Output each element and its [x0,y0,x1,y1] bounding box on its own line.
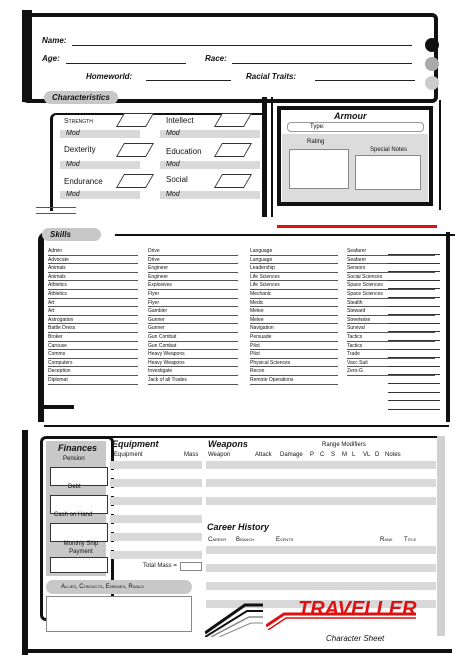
armour-type-field[interactable] [287,122,424,132]
social-mod-label: Mod [166,191,180,198]
skill-item[interactable]: Stealth [347,299,435,308]
skill-item[interactable]: Remote Operations [250,376,338,385]
skill-item[interactable]: Gambler [148,307,238,316]
armour-special-notes-box[interactable] [355,155,421,190]
education-mod-label: Mod [166,161,180,168]
skill-item[interactable]: Life Sciences [250,281,338,290]
skill-item[interactable]: Astrogation [48,316,138,325]
skill-item[interactable]: Gun Combat [148,333,238,342]
decor-stripes [36,207,76,214]
allies-field[interactable] [46,596,192,632]
skill-item[interactable]: Trade [347,350,435,359]
age-field[interactable] [66,63,186,64]
skill-blank-line[interactable] [388,392,440,393]
equipment-row[interactable] [110,470,202,478]
homeworld-label: Homeworld: [86,72,133,81]
skill-blank-line[interactable] [388,340,440,341]
skill-blank-line[interactable] [388,400,440,401]
race-field[interactable] [232,63,412,64]
skill-item[interactable]: Investigate [148,367,238,376]
weapons-col-header: C [320,452,325,458]
skill-item[interactable]: Computers [48,359,138,368]
strength-label: Strength [64,118,93,125]
skill-item[interactable]: Athletics [48,281,138,290]
characteristics-title: Characteristics [44,91,118,104]
skill-blank-line[interactable] [388,357,440,358]
skill-item[interactable]: Steward [347,307,435,316]
racial-traits-label: Racial Traits: [246,72,297,81]
age-label: Age: [42,54,60,63]
skill-item[interactable]: Carouse [48,342,138,351]
skill-item[interactable]: Life Sciences [250,273,338,282]
equipment-row[interactable] [110,524,202,532]
bottom-frame [22,649,452,653]
skill-item[interactable]: Survival [347,324,435,333]
decor-bar-1 [262,97,267,217]
name-field[interactable] [72,45,412,46]
equipment-row[interactable] [110,515,202,523]
weapon-row[interactable] [206,497,436,505]
skill-blank-line[interactable] [388,366,440,367]
weapon-row[interactable] [206,488,436,496]
skill-item[interactable]: Vacc Suit [347,359,435,368]
skill-item[interactable]: Physical Sciences [250,359,338,368]
range-modifiers-label: Range Modifiers [322,442,366,448]
skill-blank-line[interactable] [388,374,440,375]
mass-col-label: Mass [184,452,199,458]
armour-title: Armour [334,111,367,121]
skill-item[interactable]: Tactics [347,342,435,351]
top-frame-accent [22,10,32,102]
skill-item[interactable]: Drive [148,247,238,256]
skill-item[interactable]: Engineer [148,264,238,273]
education-label: Education [166,147,202,156]
armour-special-notes-label: Special Notes [370,147,408,153]
equipment-row[interactable] [110,461,202,469]
skill-item[interactable]: Deception [48,367,138,376]
intellect-label: Intellect [166,116,194,125]
skill-item[interactable]: Pilot [250,350,338,359]
skill-item[interactable]: Animals [48,273,138,282]
endurance-mod-label: Mod [66,191,80,198]
skill-item[interactable]: Heavy Weapons [148,359,238,368]
skill-item[interactable]: Social Sciences [347,273,435,282]
decor-right-bar [439,100,441,210]
racial-traits-field[interactable] [315,80,415,81]
finances-left-bar [22,430,28,655]
skill-blank-line[interactable] [388,306,440,307]
skill-item[interactable]: Gun Combat [148,342,238,351]
decor-red-line [277,225,437,228]
skill-item[interactable]: Heavy Weapons [148,350,238,359]
skills-title: Skills [42,228,101,241]
skill-item[interactable]: Melee [250,316,338,325]
skill-blank-line[interactable] [388,297,440,298]
decor-black-line [115,234,455,236]
skill-blank-line[interactable] [388,280,440,281]
skill-item[interactable]: Streetwise [347,316,435,325]
skill-item[interactable]: Admin [48,247,138,256]
equipment-row[interactable] [110,479,202,487]
pension-label: Pension [63,456,85,462]
monthly-ship-payment-label: Monthly Ship Payment [63,541,99,555]
skill-item[interactable]: Comms [48,350,138,359]
skill-item[interactable]: Tactics [347,333,435,342]
skill-item[interactable]: Melee [250,307,338,316]
skill-blank-line[interactable] [388,288,440,289]
career-row[interactable] [206,582,436,590]
skill-blank-line[interactable] [388,271,440,272]
logo-text: TRAVELLER [298,598,417,620]
weapons-col-header: Damage [280,452,303,458]
dexterity-mod-label: Mod [66,161,80,168]
weapons-col-header: M [342,452,347,458]
homeworld-field[interactable] [146,80,231,81]
armour-type-label: Type: [310,124,325,130]
skill-item[interactable]: Broker [48,333,138,342]
branding-swoosh [205,603,263,637]
name-label: Name: [42,36,67,45]
skill-item[interactable]: Persuade [250,333,338,342]
skill-item[interactable]: Flyer [148,299,238,308]
skill-item[interactable]: Advocate [48,256,138,265]
equipment-row[interactable] [110,533,202,541]
career-row[interactable] [206,573,436,581]
skill-item[interactable]: Language [250,256,338,265]
monthly-ship-payment-field[interactable] [50,557,108,573]
skill-item[interactable]: Leadership [250,264,338,273]
weapons-col-header: Attack [255,452,272,458]
weapons-col-header: P [310,452,315,458]
equipment-row[interactable] [110,506,202,514]
skill-item[interactable]: Flyer [148,290,238,299]
weapon-row[interactable] [206,470,436,478]
weapons-col-header: L [352,452,356,458]
skill-blank-line[interactable] [388,323,440,324]
skill-item[interactable]: Art [48,299,138,308]
skill-item[interactable]: Diplomat [48,376,138,385]
endurance-label: Endurance [64,177,103,186]
skill-item[interactable]: Mechanic [250,290,338,299]
skills-bottom-line [44,425,449,427]
debt-label: Debt [68,484,81,490]
skill-item[interactable]: Battle Dress [48,324,138,333]
career-col-header: Branch [236,537,255,543]
weapon-row[interactable] [206,479,436,487]
decor-circle-gray [425,57,439,71]
weapons-col-header: S [331,452,336,458]
race-label: Race: [205,54,227,63]
equipment-row[interactable] [110,497,202,505]
skill-item[interactable]: Drive [148,256,238,265]
skill-item[interactable]: Jack of all Trades [148,376,238,385]
skill-item[interactable]: Seafarer [347,247,435,256]
skill-item[interactable]: Medic [250,299,338,308]
skills-right-frame [446,232,450,422]
equipment-row[interactable] [110,542,202,550]
weapons-col-header: VL [363,452,371,458]
weapons-col-header: D [375,452,380,458]
decor-circle-lightgray [425,76,439,90]
weapons-col-header: Weapon [208,452,231,458]
equipment-row[interactable] [110,551,202,559]
skill-blank-line[interactable] [388,349,440,350]
weapons-title: Weapons [208,439,248,449]
skill-item[interactable]: Recon [250,367,338,376]
career-row[interactable] [206,564,436,572]
skill-item[interactable]: Art [48,307,138,316]
skill-item[interactable]: Gunner [148,316,238,325]
total-mass-field[interactable] [180,562,202,571]
cash-label: Cash on Hand [54,512,93,518]
armour-rating-box[interactable] [289,149,349,189]
skill-item[interactable]: Gunner [148,324,238,333]
career-row[interactable] [206,555,436,563]
career-row[interactable] [206,546,436,554]
intellect-mod-label: Mod [166,130,180,137]
dexterity-label: Dexterity [64,145,96,154]
skill-item[interactable]: Explosives [148,281,238,290]
skill-blank-line[interactable] [388,331,440,332]
skill-item[interactable]: Space Sciences [347,281,435,290]
equipment-col-label: Equipment [114,452,143,458]
skill-item[interactable]: Athletics [48,290,138,299]
strength-mod-label: Mod [66,130,80,137]
weapon-row[interactable] [206,461,436,469]
skills-bottom-bar [44,405,74,409]
skill-item[interactable]: Animals [48,264,138,273]
allies-label: Allies, Contacts, Enemies, Rivals [61,584,144,590]
career-col-header: Events [276,537,294,543]
career-history-title: Career History [207,522,270,532]
skill-blank-line[interactable] [388,254,440,255]
skill-item[interactable]: Engineer [148,273,238,282]
skill-item[interactable]: Zero-G [347,367,435,376]
total-mass-label: Total Mass = [143,563,177,569]
decor-circle-black [425,38,439,52]
armour-rating-label: Rating [307,139,325,145]
skill-item[interactable]: Seafarer [347,256,435,265]
top-frame [22,13,438,103]
skill-item[interactable]: Sensors [347,264,435,273]
skill-blank-line[interactable] [388,314,440,315]
weapons-col-header: Notes [385,452,401,458]
career-col-header: Rank [380,537,393,543]
skill-blank-line[interactable] [388,409,440,410]
skill-item[interactable]: Pilot [250,342,338,351]
decor-bar-2 [271,97,273,217]
logo-subtitle: Character Sheet [326,634,385,643]
skill-blank-line[interactable] [388,383,440,384]
skill-blank-line[interactable] [388,263,440,264]
career-col-header: Title [404,537,417,543]
right-lower-bar [437,436,445,636]
equipment-title: Equipment [112,439,159,449]
skill-item[interactable]: Navigation [250,324,338,333]
skill-item[interactable]: Space Sciences [347,290,435,299]
weapon-row[interactable] [206,506,436,514]
career-col-header: Career [208,537,227,543]
skill-item[interactable]: Language [250,247,338,256]
equipment-row[interactable] [110,488,202,496]
finances-title: Finances [58,443,98,453]
social-label: Social [166,175,188,184]
